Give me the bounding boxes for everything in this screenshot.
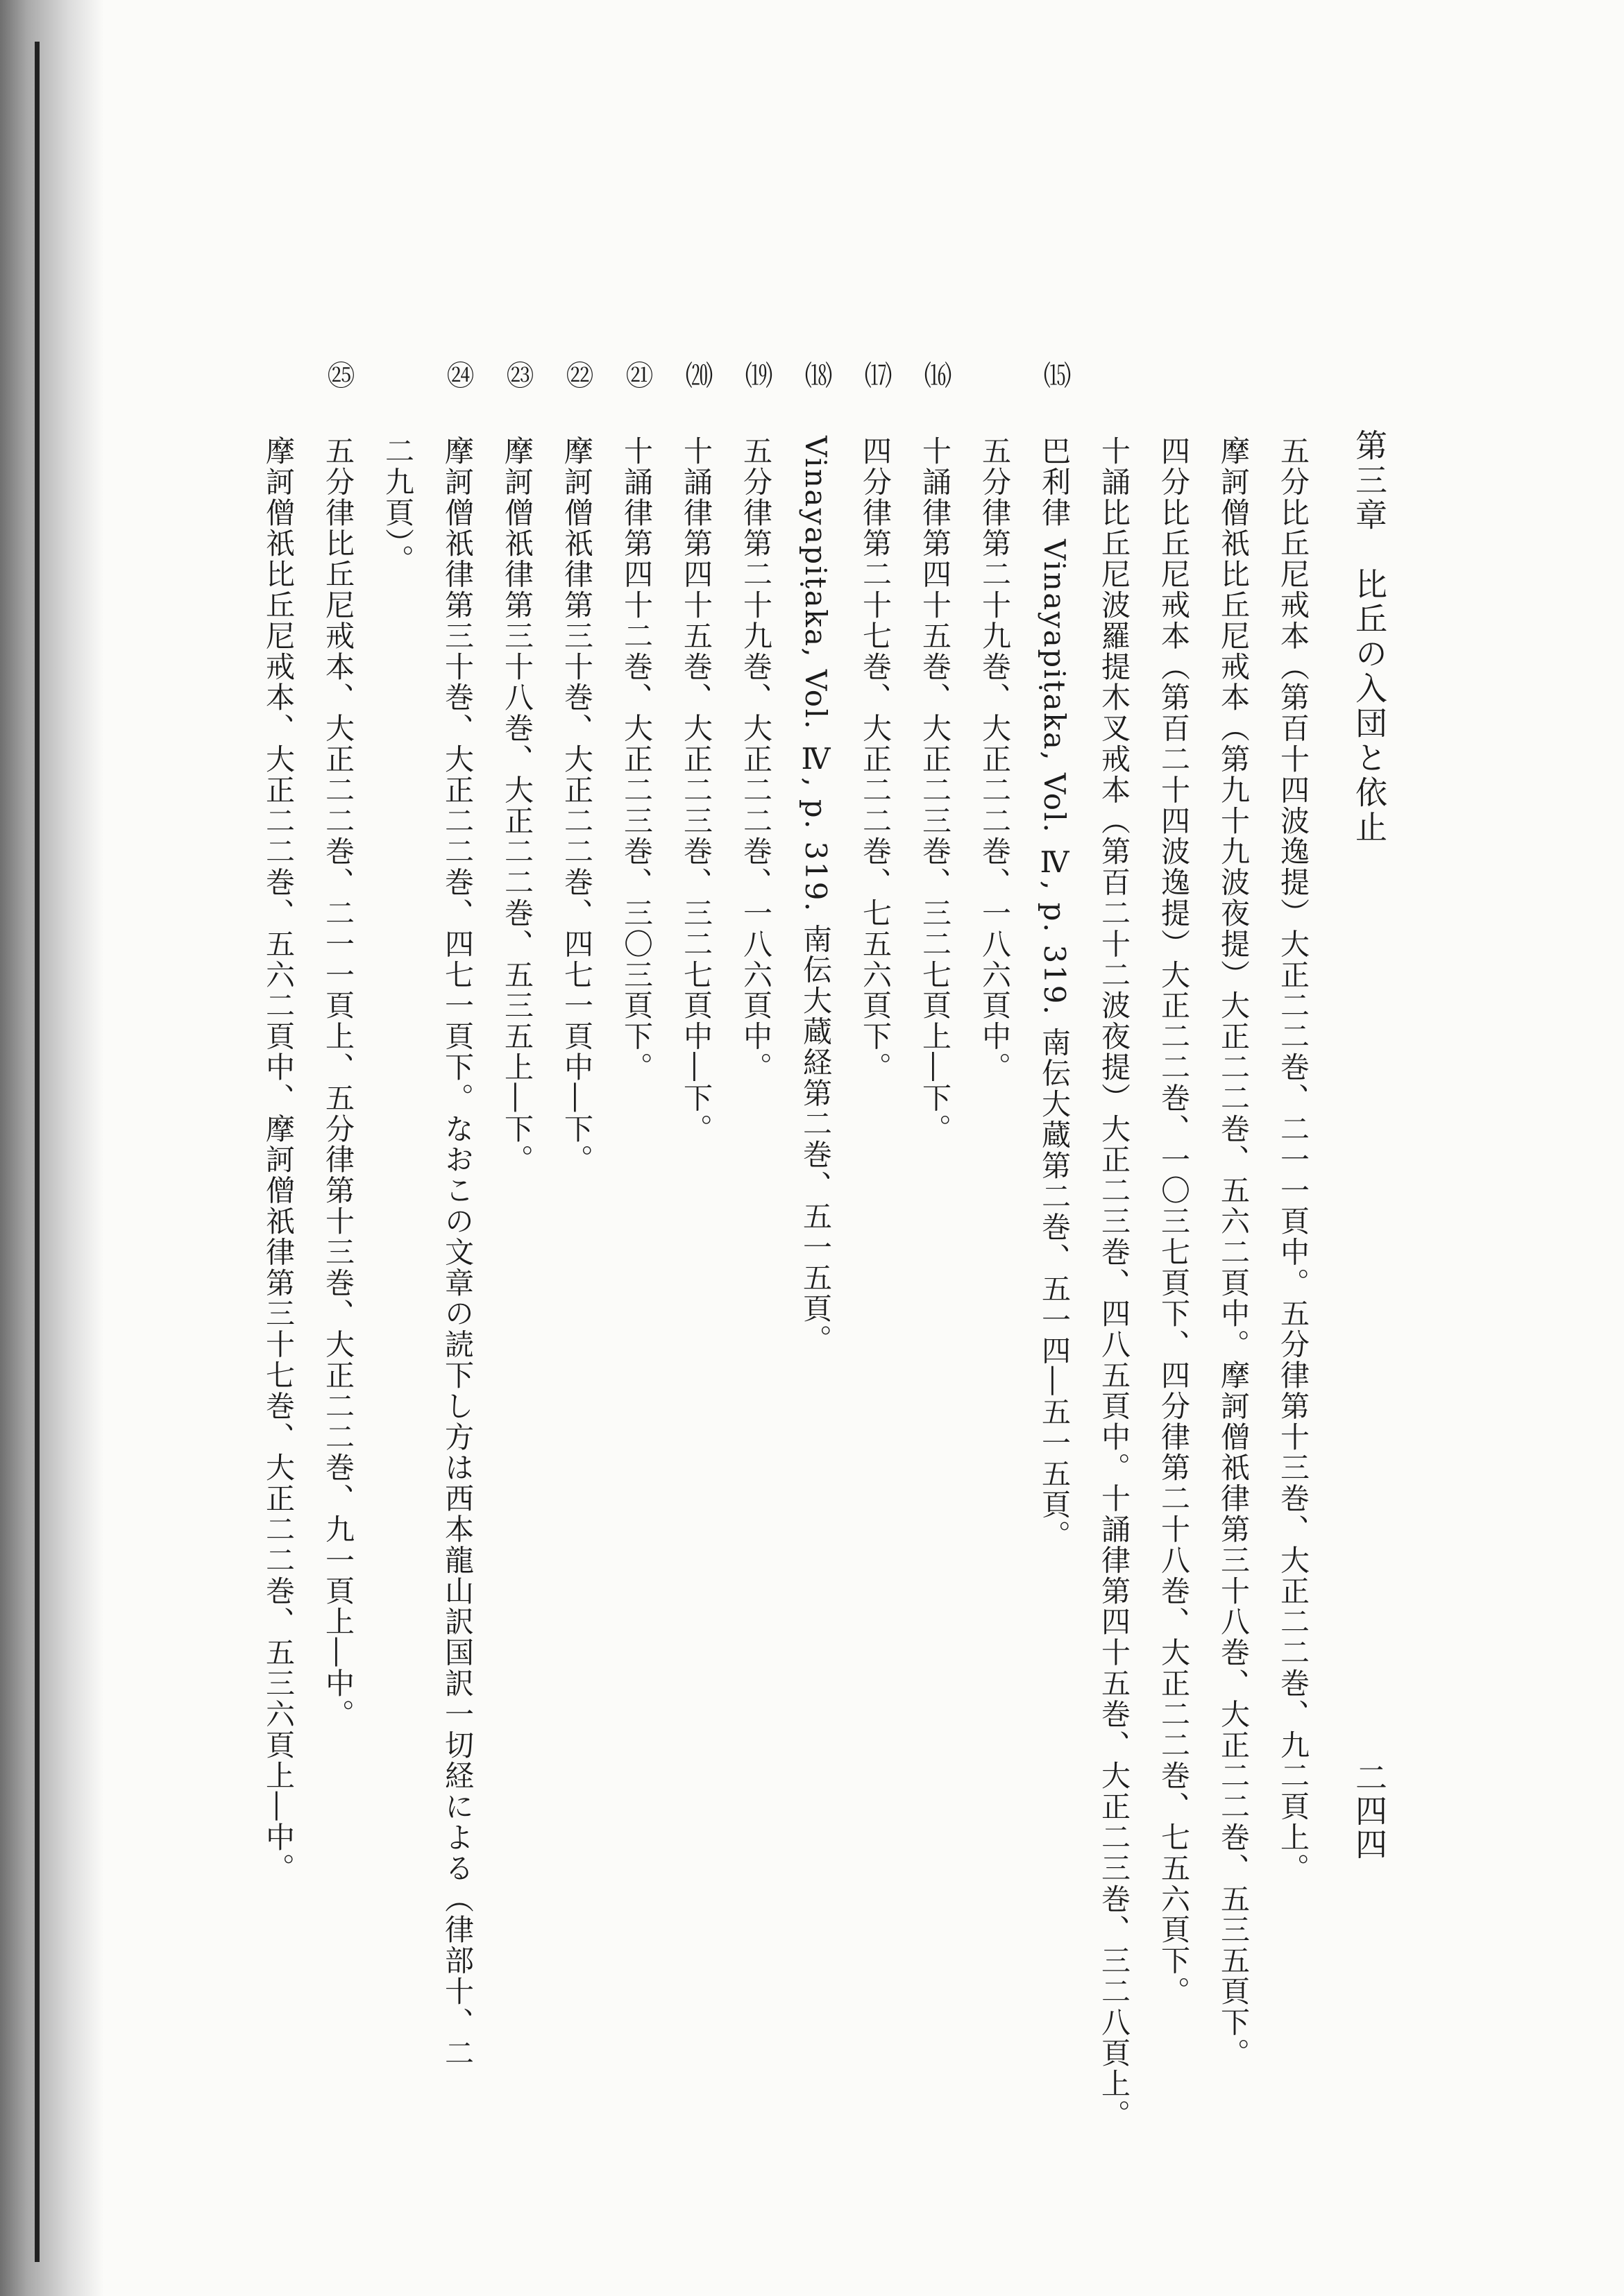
footnote-number-19: ⒆ [741, 361, 772, 389]
footnote-number-16: ⒃ [920, 361, 951, 389]
footnote-line-2: 摩訶僧祇比丘尼戒本（第九十九波夜提）大正二二巻、五六二頁中。摩訶僧祇律第三十八巻、大正二二巻、五三五頁下。 [1217, 436, 1251, 2069]
footnote-number-23: ㉓ [502, 361, 534, 389]
footnote-line-10: 五分律第二十九巻、大正二二巻、一八六頁中。 [739, 436, 773, 1083]
binding-line [35, 42, 40, 2262]
footnote-line-5: 巴利律 Vinayapiṭaka, Vol. Ⅳ, p. 319. 南伝大蔵第二巻、五一四―五一五頁。 [1038, 436, 1072, 1551]
footnote-line-16: 二九頁）。 [381, 436, 415, 575]
binding-shadow [0, 0, 104, 2296]
footnote-number-17: ⒄ [860, 361, 892, 389]
chapter-header: 第三章 比丘の入団と依止 [1351, 429, 1388, 845]
footnote-line-17: 五分律比丘尼戒本、大正二二巻、二一一頁上、五分律第十三巻、大正二二巻、九一頁上―中。 [321, 436, 355, 1730]
footnote-number-22: ㉒ [561, 361, 593, 389]
footnote-number-18: ⒅ [800, 361, 832, 389]
footnote-line-18: 摩訶僧祇比丘尼戒本、大正二二巻、五六二頁中、摩訶僧祇律第三十七巻、大正二二巻、五三六頁上―中。 [262, 436, 296, 1884]
footnote-number-20: ⒇ [681, 361, 713, 389]
footnote-line-7: 十誦律第四十五巻、大正二三巻、三二七頁上―下。 [918, 436, 952, 1145]
footnote-line-3: 四分比丘尼戒本（第百二十四波逸提）大正二二巻、一〇三七頁下、四分律第二十八巻、大正二二巻、七五六頁下。 [1157, 436, 1191, 2007]
footnote-line-14: 摩訶僧祇律第三十八巻、大正二二巻、五三五上―下。 [500, 436, 534, 1175]
footnote-line-15: 摩訶僧祇律第三十巻、大正二二巻、四七一頁下。なおこの文章の読下し方は西本龍山訳国訳一切経による（律部十、二 [441, 436, 475, 2069]
page-number: 二四四 [1351, 1761, 1388, 1861]
footnote-number-15: ⒂ [1039, 361, 1071, 389]
footnote-line-12: 十誦律第四十二巻、大正二三巻、三〇三頁下。 [620, 436, 654, 1083]
footnote-number-25: ㉕ [323, 361, 355, 389]
footnote-number-24: ㉔ [442, 361, 474, 389]
footnote-line-13: 摩訶僧祇律第三十巻、大正二二巻、四七一頁中―下。 [560, 436, 594, 1175]
footnote-line-9: Vinayapiṭaka, Vol. Ⅳ, p. 319. 南伝大蔵経第二巻、五一五頁。 [799, 436, 833, 1355]
footnote-line-6: 五分律第二十九巻、大正二二巻、一八六頁中。 [978, 436, 1012, 1083]
footnote-number-21: ㉑ [621, 361, 653, 389]
footnote-line-4: 十誦比丘尼波羅提木叉戒本（第百二十二波夜提）大正二三巻、四八五頁中。十誦律第四十五巻、大正二三巻、三二八頁上。 [1097, 436, 1131, 2130]
footnote-line-1: 五分比丘尼戒本（第百十四波逸提）大正二二巻、二一一頁中。五分律第十三巻、大正二二巻、九二頁上。 [1276, 436, 1310, 1884]
footnote-line-8: 四分律第二十七巻、大正二二巻、七五六頁下。 [858, 436, 893, 1083]
footnote-line-11: 十誦律第四十五巻、大正二三巻、三二七頁中―下。 [679, 436, 713, 1145]
